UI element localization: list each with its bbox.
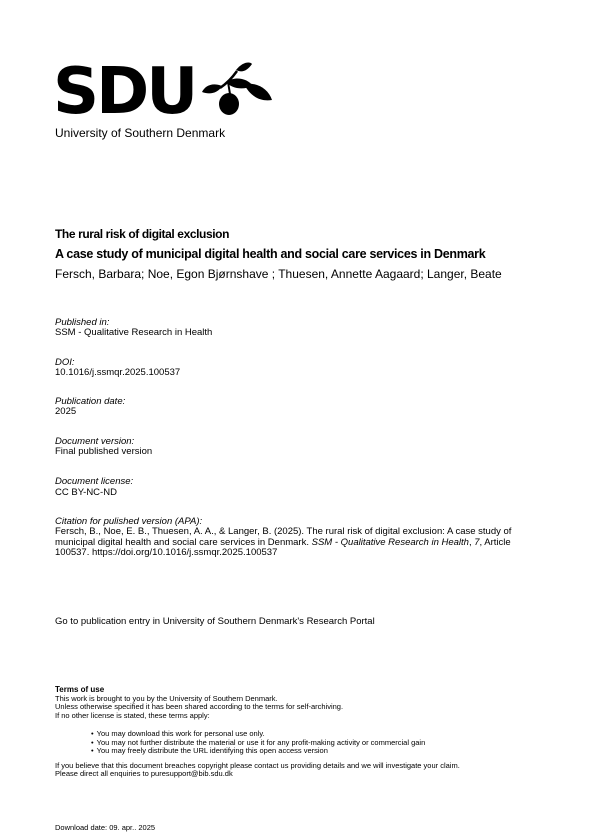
authors: Fersch, Barbara; Noe, Egon Bjørnshave ; Thuesen, Annette Aagaard; Langer, Beate: [55, 267, 502, 281]
terms-bullets: [55, 730, 555, 756]
terms-line-1: This work is brought to you by the University of Southern Denmark.: [55, 693, 278, 703]
terms-line-3: If no other license is stated, these terms apply:: [55, 710, 210, 720]
document-license-label: Document license:: [55, 476, 134, 487]
university-name: University of Southern Denmark: [55, 126, 226, 140]
citation-part1: Fersch, B., Noe, E. B., Thuesen, A. A., & Langer, B. (2025). The rural risk of digital exclusion: A case study of municipal digital health and social care services in Denmark.: [55, 526, 512, 548]
citation-journal: SSM - Qualitative Research in Health: [311, 536, 469, 548]
terms-line-5: Please direct all enquiries to puresupport@bib.sdu.dk: [55, 769, 233, 778]
terms-line-4: If you believe that this document breaches copyright please contact us providing details and we will investigate your claim.: [55, 760, 460, 770]
terms-of-use: [55, 686, 555, 779]
download-date: Download date: 09. apr.. 2025: [55, 823, 156, 832]
publication-date-value: 2025: [55, 406, 77, 417]
terms-title: Terms of use: [55, 685, 105, 694]
document-version-value: Final published version: [55, 446, 153, 457]
research-portal-link[interactable]: Go to publication entry in University of Southern Denmark's Research Portal: [55, 616, 375, 627]
document-title: The rural risk of digital exclusion: [55, 227, 230, 241]
doi-label: DOI:: [55, 357, 75, 368]
document-version-label: Document version:: [55, 436, 135, 447]
citation-part2: , Article 100537. https://doi.org/10.1016/j.ssmqr.2025.100537: [55, 536, 511, 559]
terms-bullet: • You may download this work for personal use only.: [91, 730, 555, 739]
doi-value: 10.1016/j.ssmqr.2025.100537: [55, 367, 181, 378]
terms-line-2: Unless otherwise specified it has been shared according to the terms for self-archiving.: [55, 702, 344, 711]
citation-label: Citation for pulished version (APA):: [55, 516, 203, 527]
citation-text: [55, 527, 545, 559]
publication-date-label: Publication date:: [55, 396, 126, 407]
apple-branch-icon: [200, 62, 278, 125]
citation-volume: 7: [474, 536, 480, 548]
published-in-label: Published in:: [55, 317, 110, 328]
terms-bullet: • You may not further distribute the material or use it for any profit-making activity or commercial gain: [91, 739, 555, 748]
document-license-value: CC BY-NC-ND: [55, 487, 117, 498]
document-subtitle: A case study of municipal digital health and social care services in Denmark: [55, 247, 486, 261]
terms-bullet: • You may freely distribute the URL identifying this open access version: [91, 747, 555, 756]
sdu-logo-text: SDU: [53, 55, 196, 129]
published-in-value: SSM - Qualitative Research in Health: [55, 327, 213, 338]
citation-comma: ,: [468, 536, 475, 548]
